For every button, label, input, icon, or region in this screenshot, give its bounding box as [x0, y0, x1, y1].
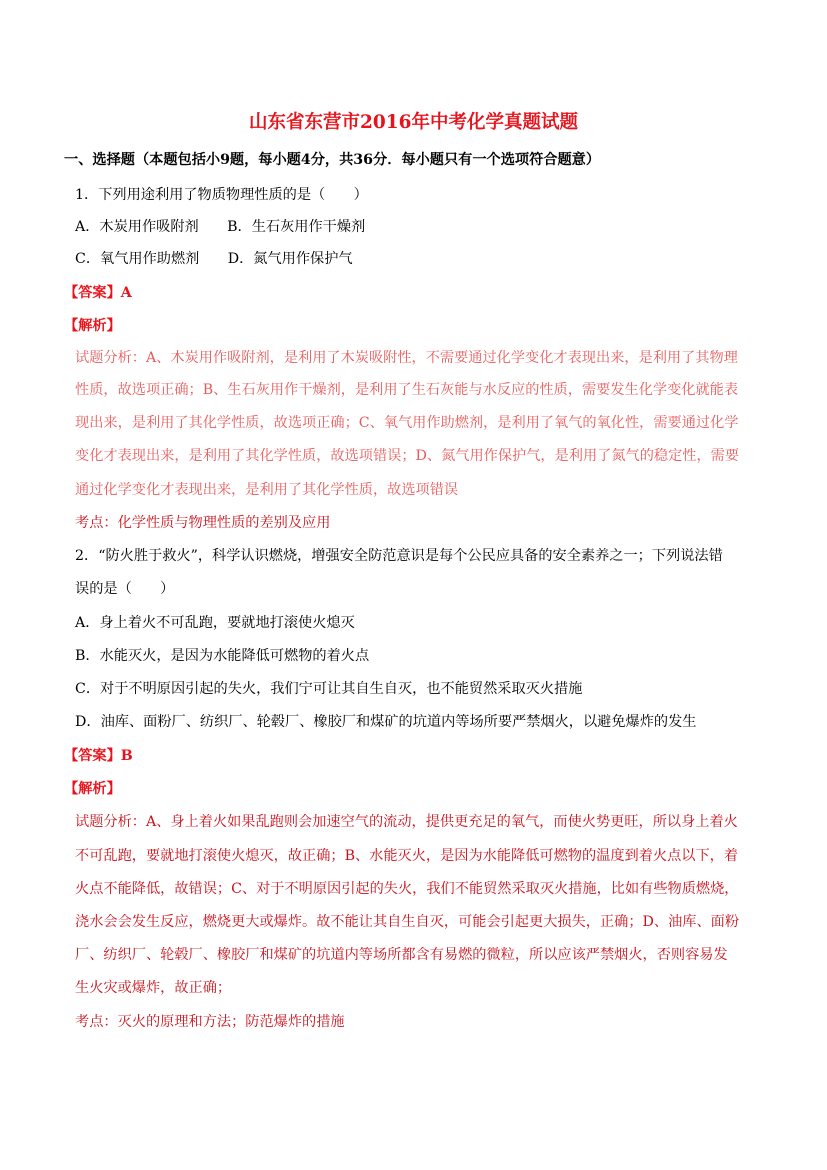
q2-analysis-line: 浇水会会发生反应，燃烧更大或爆炸。故不能让其自生自灭，可能会引起更大损失，正确；D、油库、面粉 — [75, 914, 740, 930]
document-title: 山东省东营市2016年中考化学真题试题 — [249, 112, 578, 133]
q2-analysis-line: 生火灾或爆炸，故正确； — [75, 980, 232, 996]
q1-analysis-line: 试题分析：A、木炭用作吸附剂，是利用了木炭吸附性，不需要通过化学变化才表现出来，是利用了其物理 — [75, 350, 738, 366]
q1-answer: 【答案】A — [64, 285, 132, 301]
q2-option-d: D．油库、面粉厂、纺织厂、轮毂厂、橡胶厂和煤矿的坑道内等场所要严禁烟火，以避免爆炸的发生 — [75, 714, 697, 730]
q2-analysis-line: 试题分析：A、身上着火如果乱跑则会加速空气的流动，提供更充足的氧气，而使火势更旺，所以身上着火 — [75, 814, 738, 830]
q2-analysis-label: 【解析】 — [64, 781, 121, 797]
q1-analysis-label: 【解析】 — [64, 318, 121, 334]
q2-option-c: C．对于不明原因引起的失火，我们宁可让其自生自灭，也不能贸然采取灭火措施 — [75, 681, 583, 697]
q1-options-ab: A．木炭用作吸附剂 B．生石灰用作干燥剂 — [75, 219, 366, 235]
q1-analysis-line: 通过化学变化才表现出来，是利用了其化学性质，故选项错误 — [75, 482, 459, 498]
q2-option-b: B．水能灭火，是因为水能降低可燃物的着火点 — [75, 648, 370, 664]
q2-stem-line: 误的是（ ） — [75, 581, 175, 597]
q2-stem-line: 2．“防火胜于救火”，科学认识燃烧，增强安全防范意识是每个公民应具备的安全素养之一；下列说法错 — [75, 548, 723, 564]
section-heading: 一、选择题（本题包括小9题，每小题4分，共36分．每小题只有一个选项符合题意） — [64, 152, 601, 168]
q1-analysis-line: 变化才表现出来，是利用了其化学性质，故选项错误；D、氮气用作保护气，是利用了氮气的稳定性，需要 — [75, 448, 740, 464]
q1-analysis-line: 性质，故选项正确；B、生石灰用作干燥剂，是利用了生石灰能与水反应的性质，需要发生化学变化就能表 — [75, 382, 739, 398]
q2-analysis-line: 厂、纺织厂、轮毂厂、橡胶厂和煤矿的坑道内等场所都含有易燃的微粒，所以应该严禁烟火，否则容易发 — [75, 947, 728, 963]
q2-option-a: A．身上着火不可乱跑，要就地打滚使火熄灭 — [75, 615, 355, 631]
q1-stem: 1．下列用途利用了物质物理性质的是（ ） — [75, 187, 368, 203]
q2-analysis-line: 不可乱跑，要就地打滚使火熄灭，故正确；B、水能灭火，是因为水能降低可燃物的温度到着火点以下，着 — [75, 848, 739, 864]
q1-kaodian: 考点：化学性质与物理性质的差别及应用 — [75, 515, 331, 531]
q2-kaodian: 考点：灭火的原理和方法；防范爆炸的措施 — [75, 1014, 345, 1030]
q2-analysis-line: 火点不能降低，故错误；C、对于不明原因引起的失火，我们不能贸然采取灭火措施，比如有些物质燃烧， — [75, 881, 739, 897]
q2-answer: 【答案】B — [64, 748, 133, 764]
q1-analysis-line: 现出来，是利用了其化学性质，故选项正确；C、氧气用作助燃剂，是利用了氧气的氧化性，需要通过化学 — [75, 415, 739, 431]
q1-options-cd: C．氧气用作助燃剂 D．氮气用作保护气 — [75, 251, 353, 267]
